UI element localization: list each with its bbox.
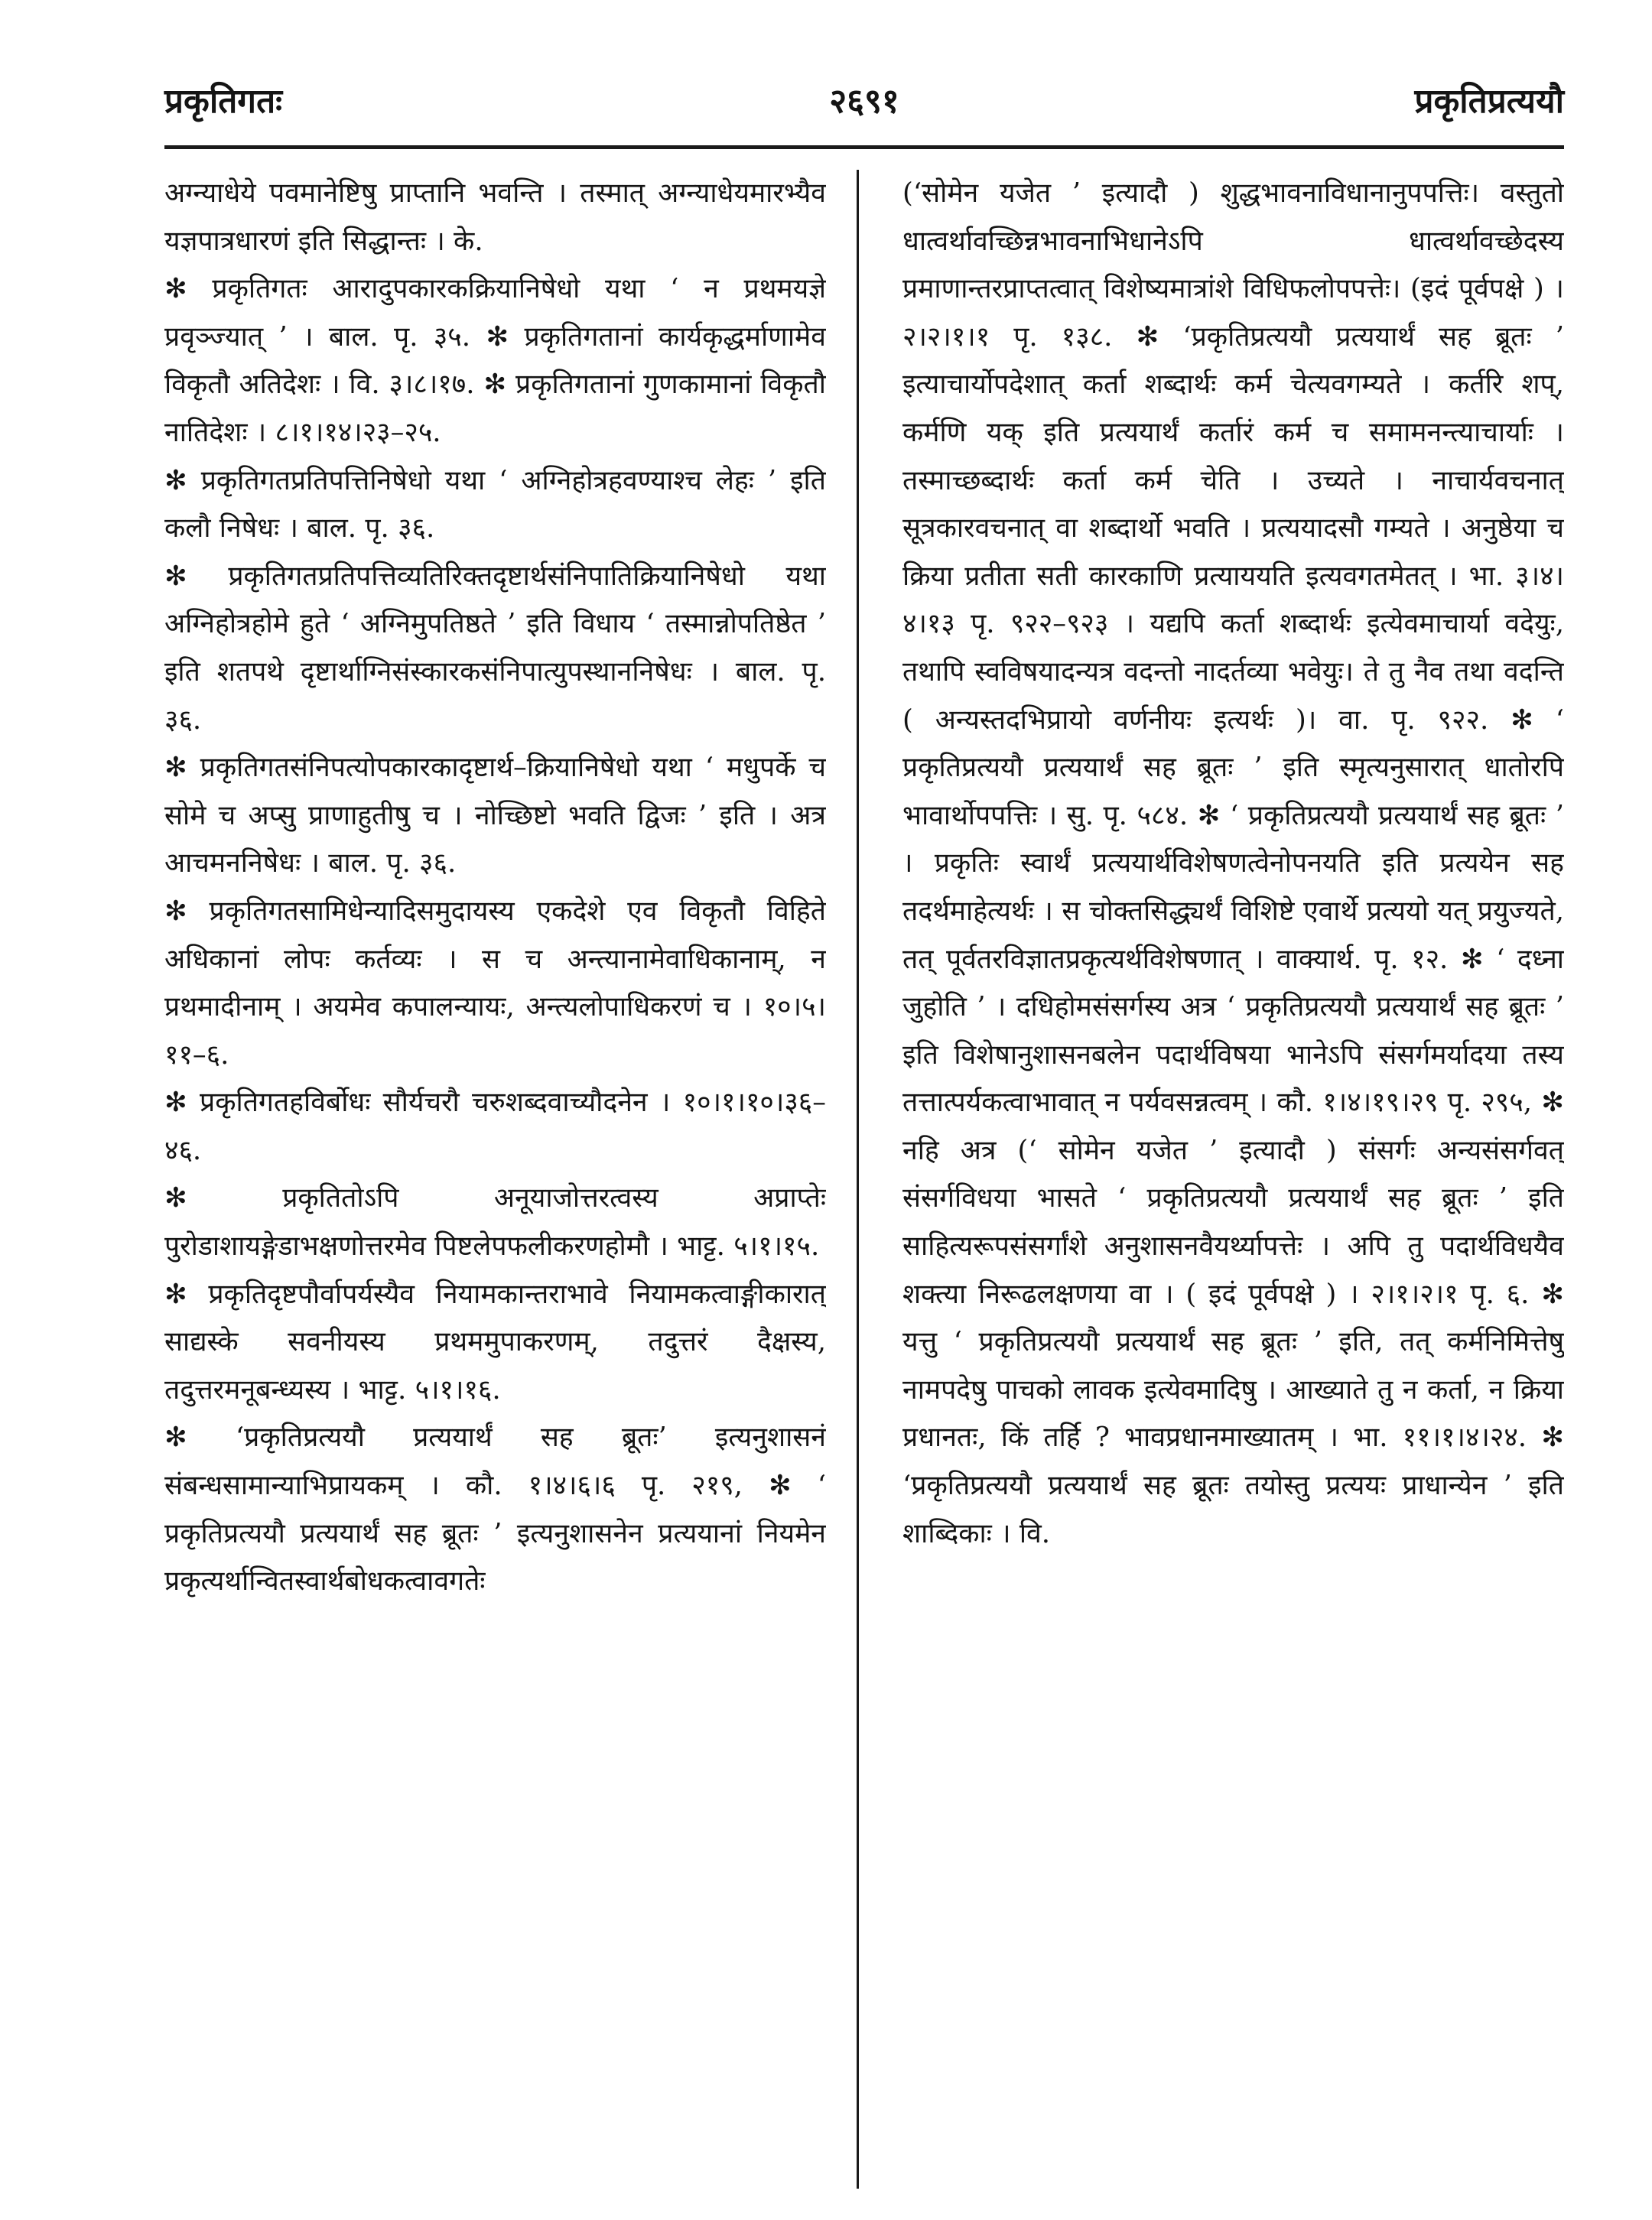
entry-paragraph: ✻ प्रकृतिदृष्टपौर्वापर्यस्यैव नियामकान्तराभावे नियामकत्वाङ्गीकारात् साद्यस्के सवनीयस्य प्रथममुपाकरणम्, तदुत्तरं दैक्षस्य, तदुत्तरमनूबन्ध्यस्य । भाट्ट. ५।१।१६. [164,1278,826,1406]
page-number: २६९१ [829,82,899,121]
entry-paragraph: (‘सोमेन यजेत ’ इत्यादौ ) शुद्धभावनाविधानानुपपत्तिः। वस्तुतो धात्वर्थावच्छिन्नभावनाभिधानेऽपि धात्वर्थावच्छेदस्य प्रमाणान्तरप्राप्तत्वात् विशेष्यमात्रांशे विधिफलोपपत्तेः। (इदं पूर्वपक्षे ) । २।२।१।१ पृ. १३८. ✻ ‘प्रकृतिप्रत्ययौ प्रत्ययार्थं सह ब्रूतः ’ इत्याचार्योपदेशात् कर्ता शब्दार्थः कर्म चेत्यवगम्यते । कर्तरि शप्, कर्मणि यक् इति प्रत्ययार्थं कर्तारं कर्म च समामनन्त्याचार्याः । तस्माच्छब्दार्थः कर्ता कर्म चेति । उच्यते । नाचार्यवचनात् सूत्रकारवचनात् वा शब्दार्थो भवति । प्रत्ययादसौ गम्यते । अनुष्ठेया च क्रिया प्रतीता सती कारकाणि प्रत्याययति इत्यवगतमेतत् । भा. ३।४।४।१३ पृ. ९२२–९२३ । यद्यपि कर्ता शब्दार्थः इत्येवमाचार्या वदेयुः, तथापि स्वविषयादन्यत्र वदन्तो नादर्तव्या भवेयुः। ते तु नैव तथा वदन्ति ( अन्यस्तदभिप्रायो वर्णनीयः इत्यर्थः )। वा. पृ. ९२२. ✻ ‘ प्रकृतिप्रत्ययौ प्रत्ययार्थं सह ब्रूतः ’ इति स्मृत्यनुसारात् धातोरपि भावार्थोपपत्तिः । सु. पृ. ५८४. ✻ ‘ प्रकृतिप्रत्ययौ प्रत्ययार्थं सह ब्रूतः ’ । प्रकृतिः स्वार्थं प्रत्ययार्थविशेषणत्वेनोपनयति इति प्रत्ययेन सह तदर्थमाहेत्यर्थः । स चोक्तसिद्ध्यर्थं विशिष्टे एवार्थे प्रत्ययो यत् प्रयुज्यते, तत् पूर्वतरविज्ञातप्रकृत्यर्थविशेषणात् । वाक्यार्थ. पृ. १२. ✻ ‘ दध्ना जुहोति ’ । दधिहोमसंसर्गस्य अत्र ‘ प्रकृतिप्रत्ययौ प्रत्ययार्थं सह ब्रूतः ’ इति विशेषानुशासनबलेन पदार्थविषया भानेऽपि संसर्गमर्यादया तस्य तत्तात्पर्यकत्वाभावात् न पर्यवसन्नत्वम् । कौ. १।४।१९।२९ पृ. २९५, ✻ नहि अत्र (‘ सोमेन यजेत ’ इत्यादौ ) संसर्गः अन्यसंसर्गवत् संसर्गविधया भासते ‘ प्रकृतिप्रत्ययौ प्रत्ययार्थं सह ब्रूतः ’ इति साहित्यरूपसंसर्गांशे अनुशासनवैयर्थ्यापत्तेः । अपि तु पदार्थविधयैव शक्त्या निरूढलक्षणया वा । ( इदं पूर्वपक्षे ) । २।१।२।१ पृ. ६. ✻ यत्तु ‘ प्रकृतिप्रत्ययौ प्रत्ययार्थं सह ब्रूतः ’ इति, तत् कर्मनिमित्तेषु नामपदेषु पाचको लावक इत्येवमादिषु । आख्याते तु न कर्ता, न क्रिया प्रधानतः, किं तर्हि ? भावप्रधानमाख्यातम् । भा. ११।१।४।२४. ✻ ‘प्रकृतिप्रत्ययौ प्रत्ययार्थं सह ब्रूतः तयोस्तु प्रत्ययः प्राधान्येन ’ इति शाब्दिकाः । वि. [902,177,1564,1549]
header-rule [164,145,1564,149]
left-column [164,170,826,2189]
entry-paragraph: ✻ प्रकृतितोऽपि अनूयाजोत्तरत्वस्य अप्राप्तेः पुरोडाशायङ्गेडाभक्षणोत्तरमेव पिष्टलेपफलीकरणहोमौ । भाट्ट. ५।१।१५. [164,1182,826,1263]
entry-paragraph: ✻ प्रकृतिगतप्रतिपत्तिनिषेधो यथा ‘ अग्निहोत्रहवण्याश्च लेहः ’ इति कलौ निषेधः । बाल. पृ. ३६. [164,464,826,544]
entry-paragraph: ✻ प्रकृतिगतप्रतिपत्तिव्यतिरिक्तदृष्टार्थसंनिपातिक्रियानिषेधो यथा अग्निहोत्रहोमे हुते ‘ अग्निमुपतिष्ठते ’ इति विधाय ‘ तस्मान्नोपतिष्ठेत ’ इति शतपथे दृष्टार्थाग्निसंस्कारकसंनिपात्युपस्थाननिषेधः । बाल. पृ. ३६. [164,560,826,736]
entry-paragraph: ✻ ‘प्रकृतिप्रत्ययौ प्रत्ययार्थं सह ब्रूतः’ इत्यनुशासनं संबन्धसामान्याभिप्रायकम् । कौ. १।४।६।६ पृ. २१९, ✻ ‘ प्रकृतिप्रत्ययौ प्रत्ययार्थं सह ब्रूतः ’ इत्यनुशासनेन प्रत्ययानां नियमेन प्रकृत्यर्थान्वितस्वार्थबोधकत्वावगतेः [164,1422,826,1598]
column-divider [857,170,859,2189]
header-right-keyword: प्रकृतिप्रत्ययौ [1414,82,1564,121]
entry-paragraph: अग्न्याधेये पवमानेष्टिषु प्राप्तानि भवन्ति । तस्मात् अग्न्याधेयमारभ्यैव यज्ञपात्रधारणं इति सिद्धान्तः । के. [164,177,826,257]
page-header [164,75,1564,128]
entry-paragraph: ✻ प्रकृतिगतहविर्बोधः सौर्यचरौ चरुशब्दवाच्यौदनेन । १०।१।१०।३६–४६. [164,1087,826,1166]
entry-paragraph: ✻ प्रकृतिगतसंनिपत्योपकारकादृष्टार्थ–क्रियानिषेधो यथा ‘ मधुपर्के च सोमे च अप्सु प्राणाहुतीषु च । नोच्छिष्टो भवति द्विजः ’ इति । अत्र आचमननिषेधः । बाल. पृ. ३६. [164,752,826,879]
header-left-keyword: प्रकृतिगतः [164,82,283,121]
right-column [902,170,1564,2189]
entry-paragraph: ✻ प्रकृतिगतः आरादुपकारकक्रियानिषेधो यथा ‘ न प्रथमयज्ञे प्रवृञ्ज्यात् ’ । बाल. पृ. ३५. ✻ प्रकृतिगतानां कार्यकृद्धर्माणामेव विकृतौ अतिदेशः । वि. ३।८।१७. ✻ प्रकृतिगतानां गुणकामानां विकृतौ नातिदेशः । ८।१।१४।२३–२५. [164,273,826,448]
entry-paragraph: ✻ प्रकृतिगतसामिधेन्यादिसमुदायस्य एकदेशे एव विकृतौ विहिते अधिकानां लोपः कर्तव्यः । स च अन्त्यानामेवाधिकानाम्, न प्रथमादीनाम् । अयमेव कपालन्यायः, अन्त्यलोपाधिकरणं च । १०।५।११–६. [164,895,826,1071]
